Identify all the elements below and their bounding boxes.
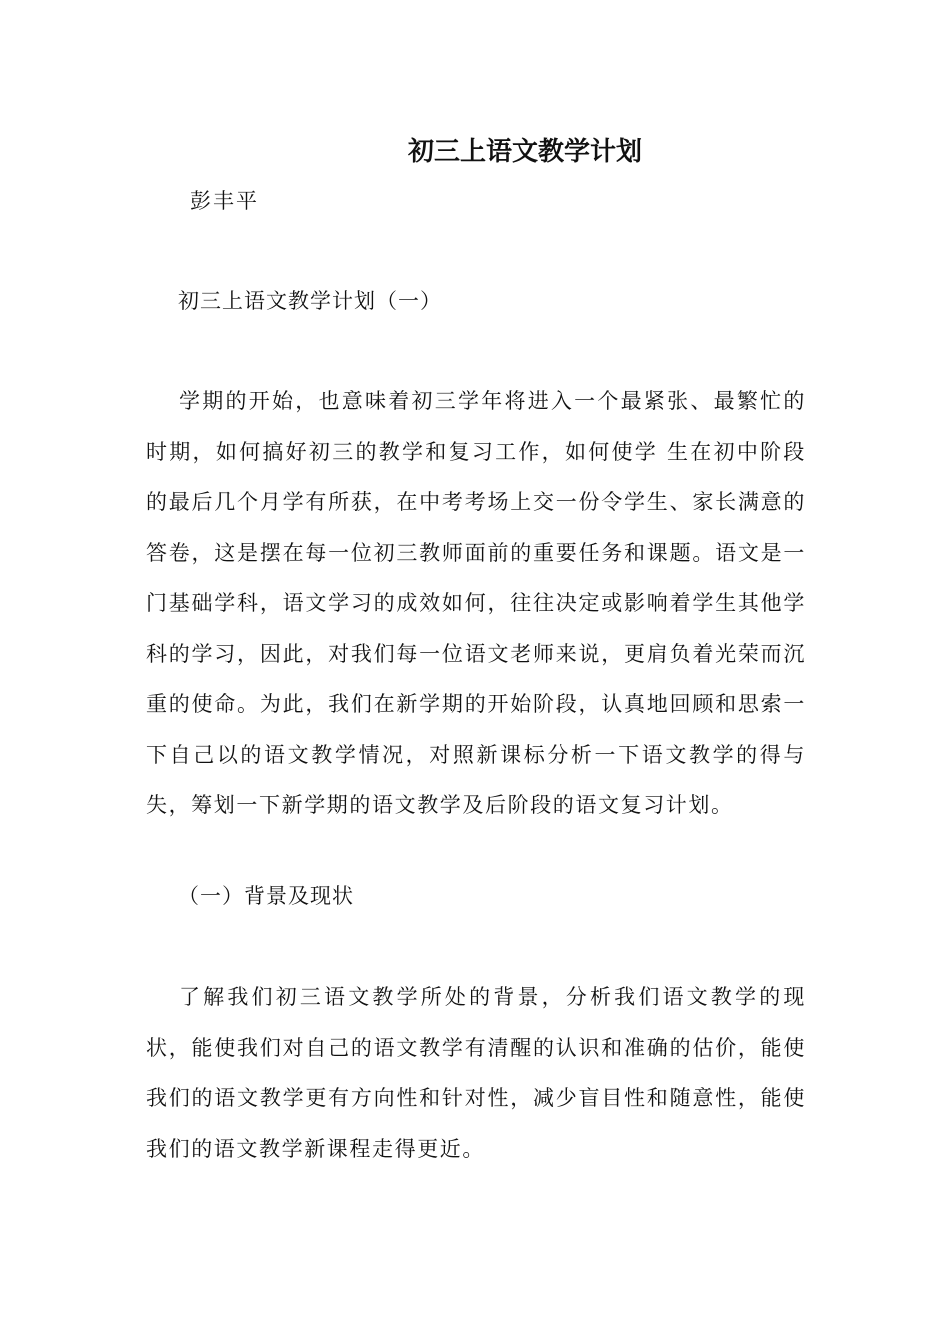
document-title: 初三上语文教学计划 — [407, 137, 642, 167]
background-paragraph: 了解我们初三语文教学所处的背景，分析我们语文教学的现状，能使我们对自己的语文教学有清醒的认识和准确的估价，能使我们的语文教学更有方向性和针对性，减少盲目性和随意性，能使我们的语文教学新课程走得更近。 — [146, 985, 806, 1161]
author-name: 彭丰平 — [190, 189, 259, 213]
subheading-background: （一）背景及现状 — [178, 884, 354, 908]
intro-paragraph: 学期的开始，也意味着初三学年将进入一个最紧张、最繁忙的时期，如何搞好初三的教学和复习工作，如何使学 生在初中阶段的最后几个月学有所获，在中考考场上交一份令学生、家长满意的答卷，这是摆在每一位初三教师面前的重要任务和课题。语文是一门基础学科，语文学习的成效如何，往往决定或影响着学生其他学科的学习，因此，对我们每一位语文老师来说，更肩负着光荣而沉重的使命。为此，我们在新学期的开始阶段，认真地回顾和思索一下自己以的语文教学情况，对照新课标分析一下语文教学的得与失，筹划一下新学期的语文教学及后阶段的语文复习计划。 — [146, 389, 806, 817]
section-title: 初三上语文教学计划（一） — [178, 289, 442, 313]
